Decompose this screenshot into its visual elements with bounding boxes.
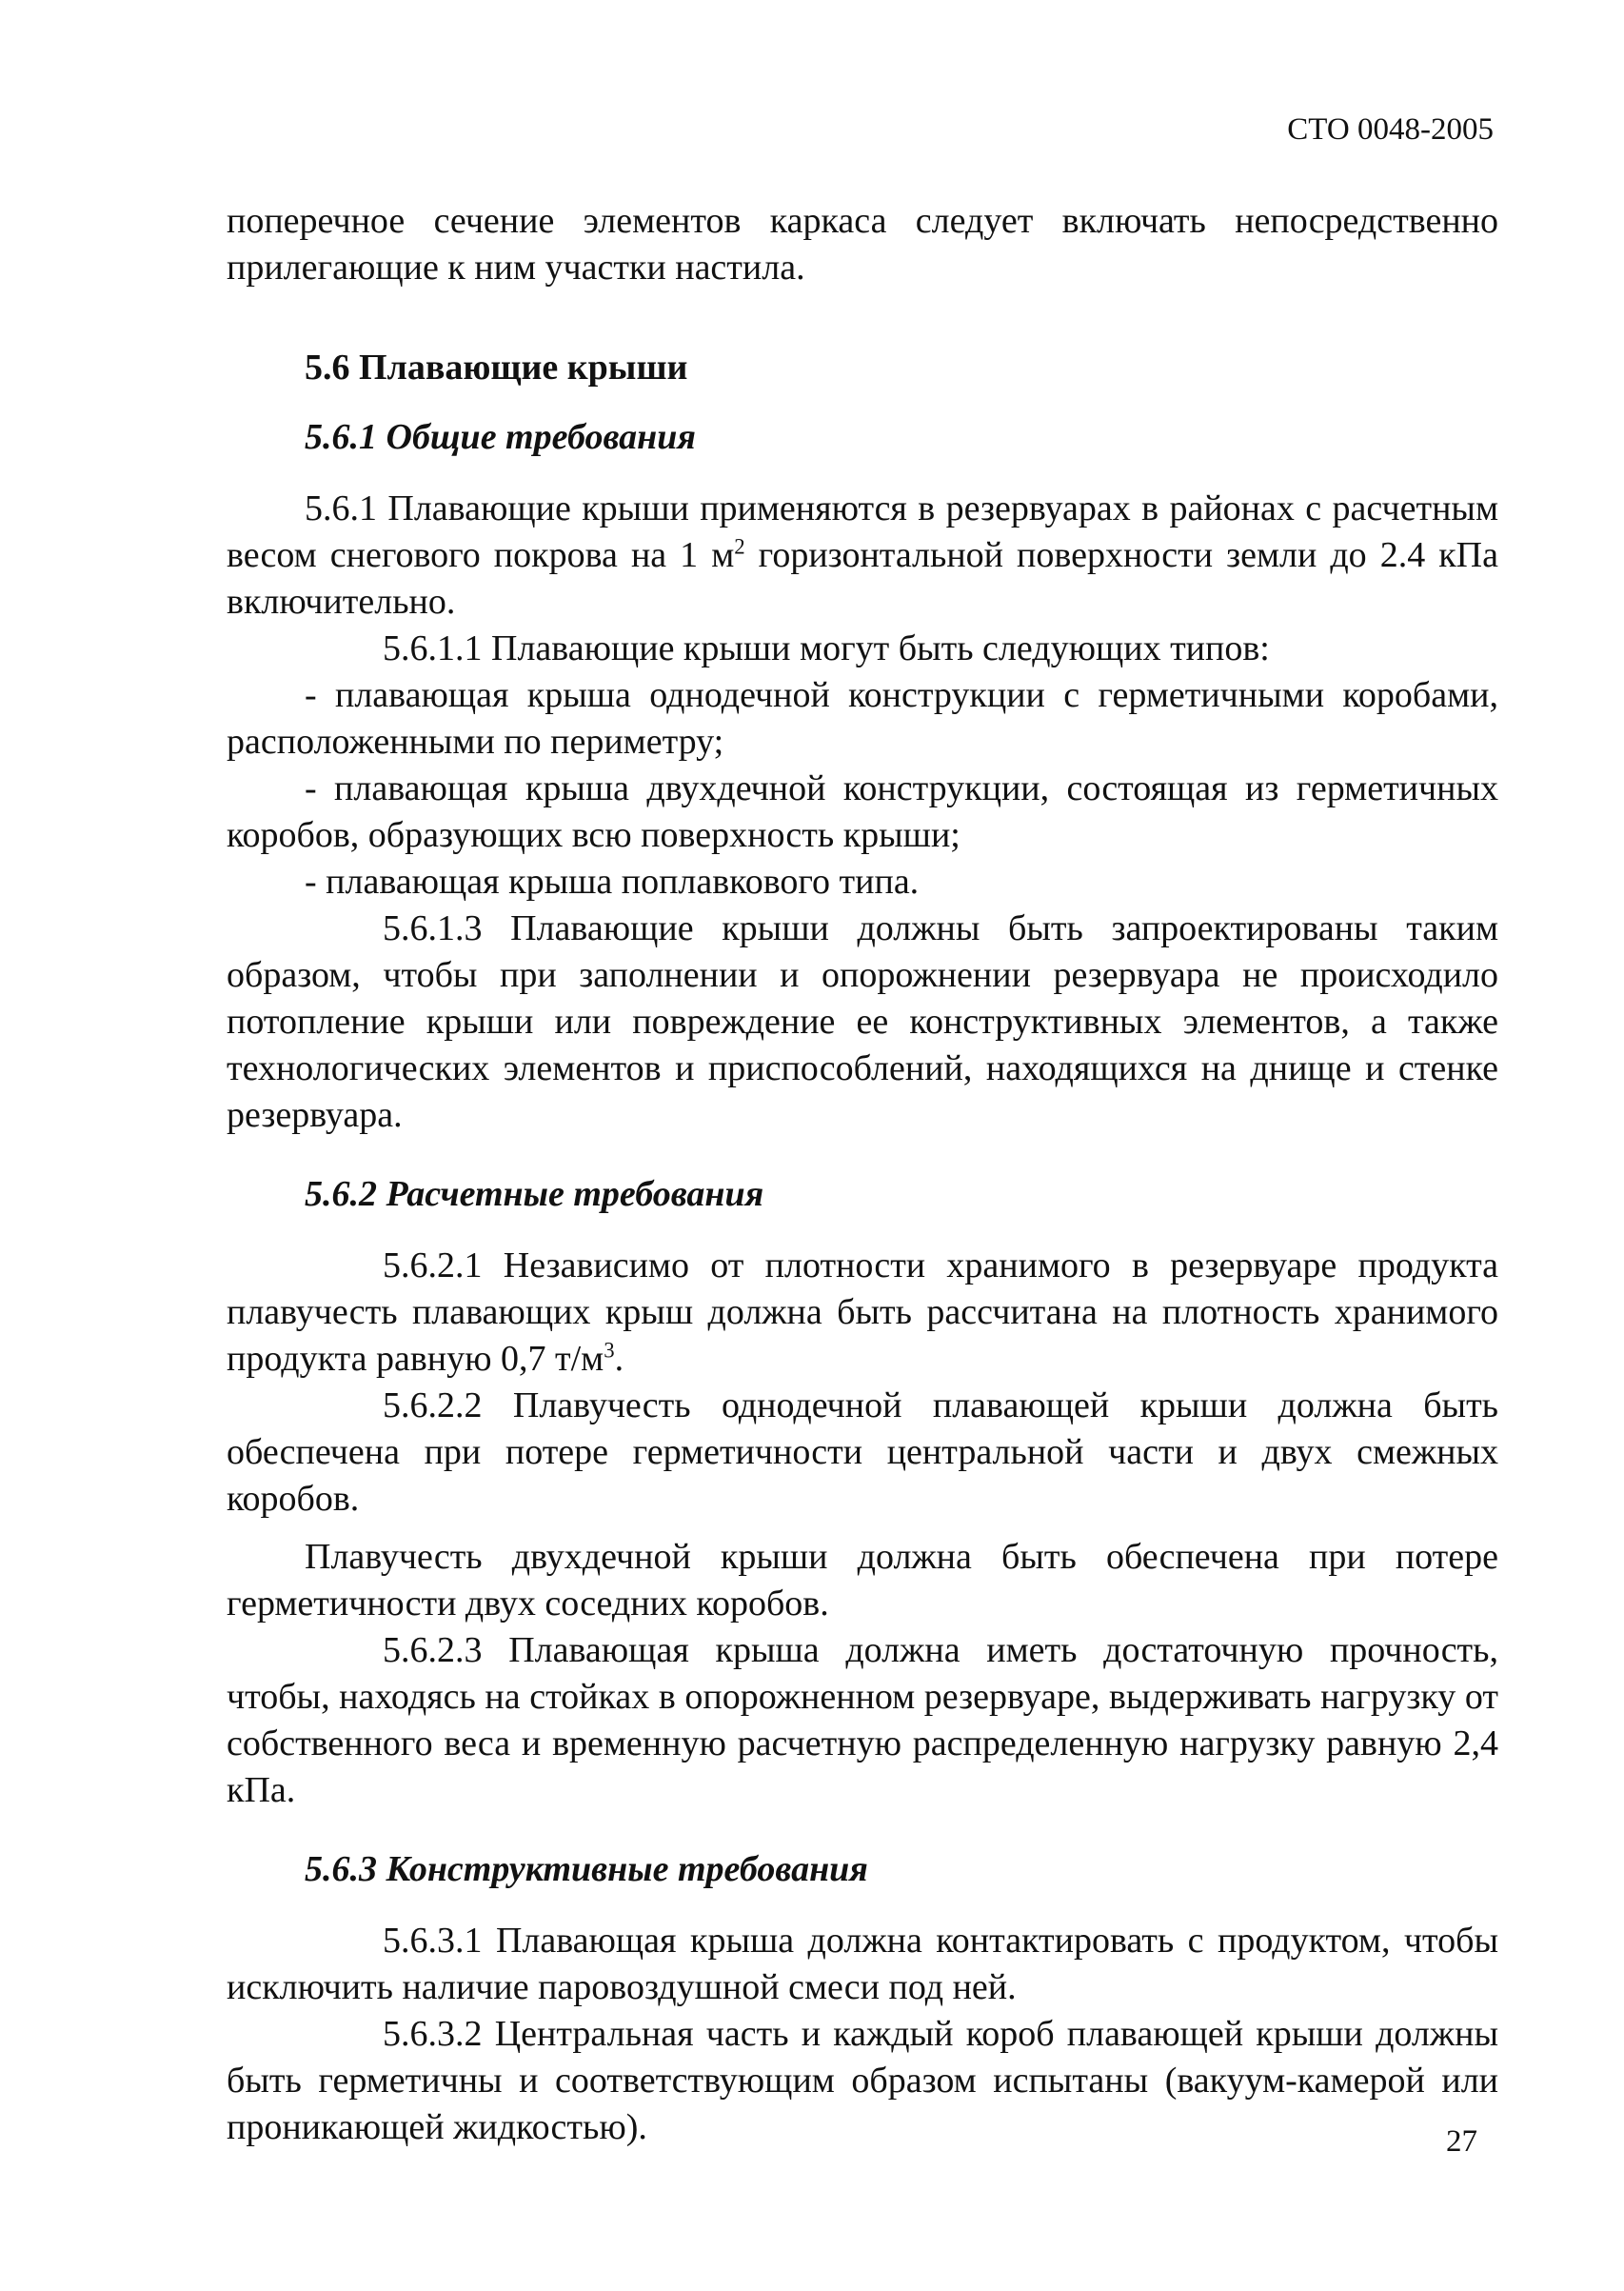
clause-number: 5.6.2.1 bbox=[383, 1245, 483, 1285]
paragraph-5-6-3-2 bbox=[227, 2011, 1498, 2151]
paragraph-5-6-1-1 bbox=[227, 626, 1498, 672]
clause-number: 5.6.2.2 bbox=[383, 1385, 483, 1425]
list-item: - плавающая крыша поплавкового типа. bbox=[305, 862, 920, 902]
clause-text: Независимо от плотности хранимого в резервуаре продукта плавучесть плавающих крыш должна быть рассчитана на плотность хранимого продукта равную 0,7 т/м bbox=[227, 1245, 1499, 1379]
paragraph-5-6-1-3 bbox=[227, 906, 1498, 1139]
clause-text: Плавучесть однодечной плавающей крыши должна быть обеспечена при потере герметичности центральной части и двух смежных коробов. bbox=[227, 1385, 1499, 1519]
superscript-3: 3 bbox=[604, 1338, 615, 1363]
list-item: - плавающая крыша однодечной конструкции с герметичными коробами, расположенными по периметру; bbox=[227, 675, 1498, 762]
paragraph-5-6-2-2-continued: Плавучесть двухдечной крыши должна быть обеспечена при потере герметичности двух соседних коробов. bbox=[227, 1537, 1498, 1624]
paragraph-5-6-3-1 bbox=[227, 1918, 1498, 2011]
list-item: - плавающая крыша двухдечной конструкции, состоящая из герметичных коробов, образующих всю поверхность крыши; bbox=[227, 768, 1498, 855]
clause-text: Плавающие крыши должны быть запроектированы таким образом, чтобы при заполнении и опорожнении резервуара не происходило потопление крыши или повреждение ее конструктивных элементов, а также технологических элементов и приспособлений, находящихся на днище и стенке резервуара. bbox=[227, 908, 1498, 1135]
document-code: СТО 0048-2005 bbox=[1287, 112, 1494, 147]
intro-paragraph: поперечное сечение элементов каркаса следует включать непосредственно прилегающие к ним участки настила. bbox=[227, 201, 1498, 288]
clause-number: 5.6.1.3 bbox=[383, 908, 483, 948]
page-number: 27 bbox=[1446, 2124, 1477, 2159]
clause-text: Плавающая крыша должна контактировать с продуктом, чтобы исключить наличие паровоздушной смеси под ней. bbox=[227, 1921, 1498, 2007]
paragraph-5-6-2-3 bbox=[227, 1627, 1498, 1814]
subsection-heading-5-6-2: 5.6.2 Расчетные требования bbox=[305, 1174, 764, 1214]
clause-text: Плавающие крыши могут быть следующих типов: bbox=[491, 628, 1270, 668]
clause-number: 5.6.3.1 bbox=[383, 1921, 483, 1961]
clause-text: Плавающая крыша должна иметь достаточную прочность, чтобы, находясь на стойках в опорожненном резервуаре, выдерживать нагрузку от собственного веса и временную расчетную распределенную нагрузку равную 2,4 кПа. bbox=[227, 1630, 1498, 1810]
clause-text-end: . bbox=[614, 1339, 624, 1379]
superscript-2: 2 bbox=[734, 534, 745, 559]
paragraph-5-6-1-text-a: 5.6.1 Плавающие крыши применяются в резервуарах в районах с расчетным весом снегового покрова на 1 м bbox=[227, 488, 1498, 575]
paragraph-5-6-2-2 bbox=[227, 1383, 1498, 1523]
paragraph-5-6-2-1 bbox=[227, 1243, 1498, 1383]
clause-text: Центральная часть и каждый короб плавающей крыши должны быть герметичны и соответствующим образом испытаны (вакуум-камерой или проникающей жидкостью). bbox=[227, 2014, 1498, 2147]
clause-number: 5.6.1.1 bbox=[383, 628, 483, 668]
paragraph-5-6-1 bbox=[227, 486, 1498, 626]
clause-number: 5.6.2.3 bbox=[383, 1630, 483, 1670]
clause-number: 5.6.3.2 bbox=[383, 2014, 483, 2054]
section-heading-5-6: 5.6 Плавающие крыши bbox=[305, 348, 688, 388]
document-body bbox=[227, 198, 1498, 2151]
paragraph-5-6-1-text-b: горизонтальной поверхности земли до 2.4 кПа включительно. bbox=[227, 535, 1498, 622]
subsection-heading-5-6-1: 5.6.1 Общие требования bbox=[305, 417, 696, 457]
subsection-heading-5-6-3: 5.6.3 Конструктивные требования bbox=[305, 1849, 868, 1889]
